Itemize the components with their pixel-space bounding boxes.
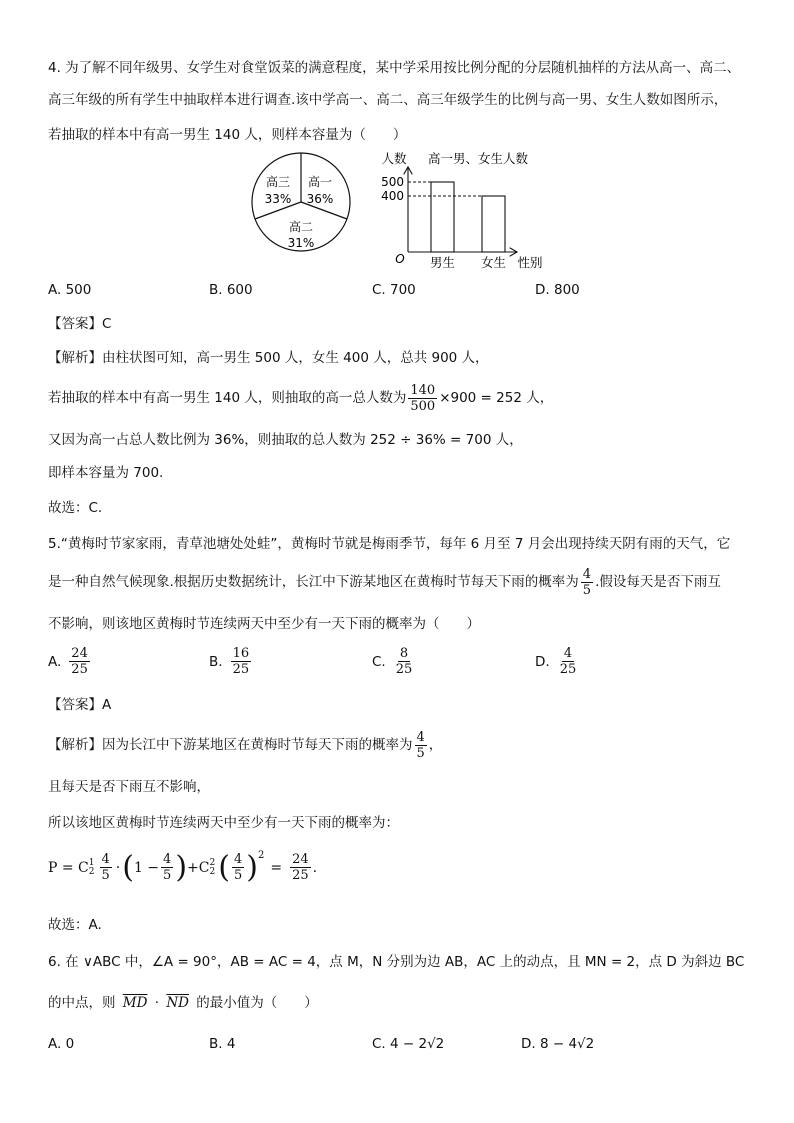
- q4-option-d[interactable]: D. 800: [535, 282, 580, 298]
- q6-vector-md: $\overline{MD}$: [122, 995, 148, 1011]
- formula-exponent: 2: [257, 850, 265, 861]
- formula-frac1-num: 4: [101, 852, 110, 867]
- q5-solution-den: 5: [416, 745, 425, 761]
- q4-stem-line2: 高三年级的所有学生中抽取样本进行调查.该中学高一、高二、高三年级学生的比例与高一男、女生人数如图所示，: [48, 92, 728, 108]
- q6-stem-line2-text: 的中点，则: [48, 995, 116, 1011]
- formula-result-den: 25: [292, 868, 309, 883]
- formula-result: [290, 852, 311, 883]
- q6-stem-line1: 6. 在 ∨ABC 中，∠A = 90°，AB = AC = 4，点 M，N 分别为边 AB，AC 上的动点，且 MN = 2，点 D 为斜边 BC: [48, 954, 745, 970]
- q4-solution-line1: 【解析】由柱状图可知，高一男生 500 人，女生 400 人，总共 900 人，: [48, 350, 489, 366]
- q5-option-c[interactable]: [372, 646, 416, 677]
- q4-solution-line4: 即样本容量为 700.: [48, 465, 164, 481]
- formula-comb2-sup: 2: [209, 857, 216, 868]
- bar-1: [482, 196, 505, 252]
- q4-conclusion: 故选：C.: [48, 500, 103, 516]
- q5-option-d-num: 4: [563, 646, 573, 661]
- q5-probability-fraction: [581, 567, 593, 598]
- formula-equals: =: [270, 859, 283, 876]
- q5-stem-line1: 5.“黄梅时节家家雨，青草池塘处处蛙”，黄梅时节就是梅雨季节，每年 6 月至 7 月会出现持续天阴有雨的天气，它: [48, 536, 731, 552]
- formula-dot: .: [312, 859, 318, 876]
- q6-vector-nd: $\overline{ND}$: [166, 995, 189, 1011]
- bar-0: [431, 182, 454, 252]
- formula-comb2-sub: 2: [209, 866, 216, 877]
- q6-stem-line2-end: 的最小值为（ ）: [196, 995, 318, 1011]
- formula-frac1-den: 5: [101, 868, 110, 883]
- q4-answer: 【答案】C: [48, 316, 112, 332]
- q5-solution-line1-text: 【解析】因为长江中下游某地区在黄梅时节每天下雨的概率为: [48, 737, 413, 753]
- formula-one-minus: 1 −: [133, 859, 160, 876]
- q4-fraction-denominator: 500: [410, 398, 436, 414]
- q5-option-a-fraction: [69, 646, 90, 677]
- pie-pct-grade2: 31%: [287, 236, 315, 250]
- q6-option-a[interactable]: A. 0: [48, 1036, 75, 1052]
- q5-solution-line1-end: ，: [428, 737, 443, 753]
- formula-frac3-num: 4: [233, 852, 243, 867]
- formula-frac3-den: 5: [233, 868, 243, 883]
- q5-option-c-letter: C.: [372, 653, 386, 670]
- q4-stem-line3: 若抽取的样本中有高一男生 140 人，则样本容量为（ ）: [48, 127, 407, 143]
- q5-stem-line2-text: 是一种自然气候现象.根据历史数据统计，长江中下游某地区在黄梅时节每天下雨的概率为: [48, 574, 579, 590]
- grade-pie-chart: [248, 148, 354, 256]
- formula-comb2-index: [210, 859, 216, 877]
- q4-option-a[interactable]: A. 500: [48, 282, 92, 298]
- q5-option-c-fraction: [394, 646, 415, 677]
- formula-frac2: [161, 852, 173, 883]
- q5-option-c-den: 25: [395, 662, 413, 677]
- q5-answer: 【答案】A: [48, 697, 112, 713]
- q4-solution-line2: [48, 378, 553, 418]
- q5-solution-fraction: [415, 730, 427, 761]
- q4-option-b[interactable]: B. 600: [209, 282, 253, 298]
- bar-category-label-1: 女生: [480, 255, 507, 270]
- q5-stem-line2: [48, 562, 721, 602]
- bar-category-label-0: 男生: [429, 255, 456, 270]
- q4-option-c[interactable]: C. 700: [372, 282, 416, 298]
- formula-frac3: [232, 852, 244, 883]
- q6-option-b[interactable]: B. 4: [209, 1036, 236, 1052]
- bar-chart-title: 高一男、女生人数: [427, 151, 529, 166]
- formula-frac1: [100, 852, 112, 883]
- y-tick-label-1: 500: [381, 175, 404, 189]
- pie-label-grade3: 高三: [265, 175, 291, 189]
- q5-option-b-fraction: [231, 646, 252, 677]
- q6-option-c[interactable]: C. 4 − 2√2: [372, 1036, 445, 1052]
- q5-option-d-den: 25: [559, 662, 577, 677]
- q4-stem-line1: 4. 为了解不同年级男、女学生对食堂饭菜的满意程度，某中学采用按比例分配的分层随机抽样的方法从高一、高二、: [48, 60, 741, 76]
- bar-chart-origin: O: [395, 252, 405, 266]
- formula-comb1-sub: 2: [88, 866, 95, 877]
- formula-plus-c: +C: [187, 859, 210, 876]
- pie-pct-grade1: 36%: [306, 192, 334, 206]
- y-tick-label-0: 400: [381, 189, 404, 203]
- formula-comb1-sup: 1: [88, 857, 95, 868]
- bar-chart-ylabel: 人数: [381, 151, 407, 166]
- q5-option-b-den: 25: [232, 662, 250, 677]
- q6-dot: ·: [154, 995, 160, 1011]
- q5-solution-line1: [48, 725, 442, 765]
- formula-p: P = C: [48, 859, 89, 876]
- formula-frac2-den: 5: [163, 868, 172, 883]
- q4-solution-fraction: [408, 383, 437, 414]
- formula-result-num: 24: [292, 852, 309, 867]
- q5-stem-line3: 不影响，则该地区黄梅时节连续两天中至少有一天下雨的概率为（ ）: [48, 616, 480, 632]
- q6-option-d[interactable]: D. 8 − 4√2: [521, 1036, 595, 1052]
- q5-option-a-den: 25: [71, 662, 88, 677]
- q5-option-a-letter: A.: [48, 653, 62, 670]
- pie-pct-grade3: 33%: [264, 192, 292, 206]
- pie-label-grade1: 高一: [307, 175, 333, 189]
- q4-solution-line2-text: 若抽取的样本中有高一男生 140 人，则抽取的高一总人数为: [48, 390, 407, 406]
- bar-chart: [368, 146, 552, 272]
- q5-prob-numerator: 4: [582, 566, 592, 582]
- q5-option-a-num: 24: [71, 646, 88, 661]
- q5-solution-line3: 所以该地区黄梅时节连续两天中至少有一天下雨的概率为：: [48, 815, 399, 831]
- formula-comb1-index: [89, 859, 95, 877]
- q5-solution-line2: 且每天是否下雨互不影响，: [48, 779, 210, 795]
- q5-option-b[interactable]: [209, 646, 253, 677]
- q6-stem-line2: [48, 993, 318, 1013]
- q5-prob-denominator: 5: [582, 582, 592, 598]
- q5-solution-num: 4: [416, 729, 425, 745]
- q4-solution-line3: 又因为高一占总人数比例为 36%，则抽取的总人数为 252 ÷ 36% = 700 人，: [48, 432, 523, 448]
- formula-frac2-num: 4: [163, 852, 172, 867]
- q5-option-d-letter: D.: [535, 653, 550, 670]
- q5-option-b-letter: B.: [209, 653, 223, 670]
- q5-option-c-num: 8: [399, 646, 409, 661]
- q4-fraction-numerator: 140: [410, 382, 436, 398]
- q5-option-d[interactable]: [535, 646, 580, 677]
- q5-option-d-fraction: [558, 646, 579, 677]
- q5-probability-formula: P = C 1 2 $\frac{4}{5}$ · ( 1 − $\frac{4}{5}$ ) +C 2 2 ( $\frac{4}{5}$ ) 2 = $\frac{24}{25}$ .: [48, 849, 318, 885]
- q5-option-b-num: 16: [232, 646, 250, 661]
- q5-conclusion: 故选：A.: [48, 917, 102, 933]
- bar-chart-xlabel: 性别: [517, 255, 543, 270]
- pie-label-grade2: 高二: [288, 220, 314, 234]
- q5-option-a[interactable]: [48, 646, 92, 677]
- q5-stem-line2-end: .假设每天是否下雨互: [595, 574, 721, 590]
- q4-solution-line2-end: ×900 = 252 人，: [439, 390, 554, 406]
